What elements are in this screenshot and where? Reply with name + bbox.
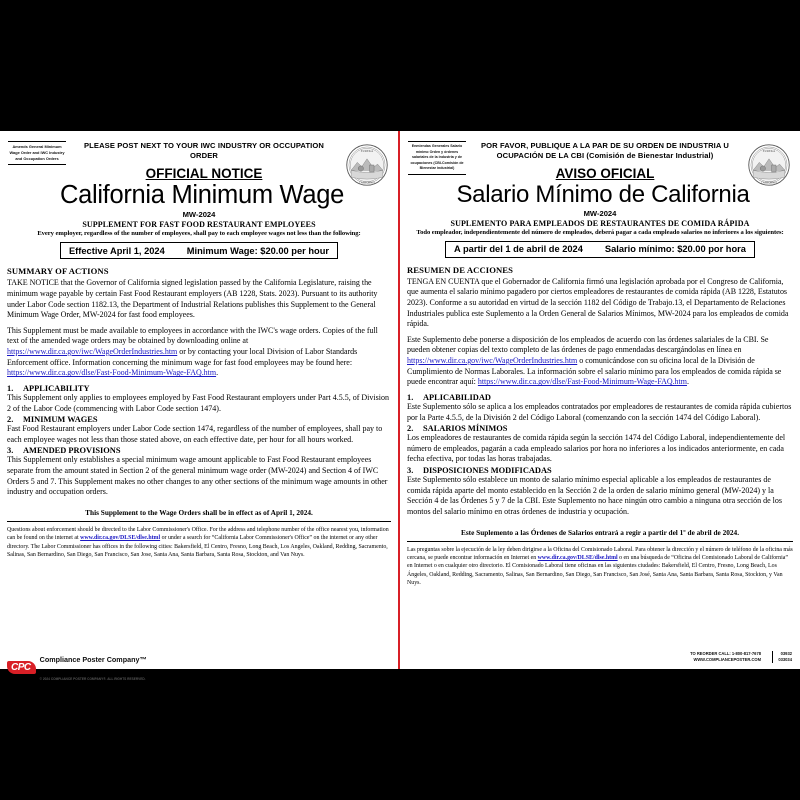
summary-p2-text-a-en: This Supplement must be made available to employees in accordance with the IWC's wage orders. Copies of the full text of the amended wage orders may be obtained by downloading online at [7,325,378,346]
post-instruction-en: PLEASE POST NEXT TO YOUR IWC INDUSTRY OR OCCUPATION ORDER [84,141,324,161]
mw-code-es: MW-2024 [583,208,617,218]
effective-statement-en: This Supplement to the Wage Orders shall be in effect as of April 1, 2024. [85,507,313,517]
summary-paragraph-1-es: TENGA EN CUENTA que el Gobernador de California firmó una legislación aprobada por el Congreso de California, que aumenta el salario mínimo pagadero por ciertos empleadores de restaurantes de comida rápida (AB 1228, Estatutos 2023). Conforme a su autoridad en virtud de la sección 1182 del Código de Trabajo.13, el Departamento de Relaciones Industriales publica este Suplemento a la Orden General de Salarios Mínimos, MW-2024 para los empleados de comida rápida. [407,276,789,329]
section-1-number-es: 1. [407,392,414,402]
summary-p2-text-b-es: o comunicándose con su oficina local de la División de Cumplimiento de Normas Laborales. La información sobre el salario mínimo para los empleados de comida rápida se puede encontrar aquí: [407,356,782,387]
summary-p2-text-c-en: . [216,368,219,378]
summary-paragraph-2-en [7,326,391,379]
fast-food-faq-link-en[interactable]: https://www.dir.ca.gov/dlse/Fast-Food-Minimum-Wage-FAQ.htm [7,368,217,378]
effective-statement-es: Este Suplemento a las Órdenes de Salarios entrará a regir a partir del 1º de abril de 2024. [460,527,740,537]
section-1-number-en: 1. [7,383,14,393]
reorder-website: WWW.COMPLIANCEPOSTER.COM [693,657,761,663]
section-2-number-es: 2. [407,424,414,434]
fine-text-b-es: o en una búsqueda de “Oficina del Comisionado Laboral de California” en Internet o en cualquier otro directorio. El Comisionado Laboral tiene oficinas en las siguientes ciudades: Bakersfield, El Centro, Fresno, Long Beach, Los Ángeles, Oakland, Redding, Sacramento, Salinas, San Bernardino, San Diego, San Francisco, San José, Santa Ana, Santa Barbara, Santa Rosa, Stockton, y Van Nuys. [407,554,788,587]
cpc-company-name: Compliance Poster Company™ [39,655,147,664]
section-3-number-en: 3. [7,446,14,456]
supplement-line-es: SUPLEMENTO PARA EMPLEADOS DE RESTAURANTES DE COMIDA RÁPIDA [450,218,750,228]
section-3-title-en: AMENDED PROVISIONS [23,446,121,456]
section-1-title-en: APPLICABILITY [23,383,90,393]
fine-text-b-en: or under a search for “California Labor Commissioner's Office” on the internet or any other directory. The Labor Commissioner has offices in the following cities: Bakersfield, El Centro, Fresno, Long Beach, Los Angeles, Oakland, Redding, Sacramento, Salinas, San Bernardino, San Diego, San Francisco, San Jose, Santa Ana, Santa Barbara, Santa Rosa, Stockton, and Van Nuys. [7,535,388,559]
section-1-title-es: APLICABILIDAD [423,392,491,402]
section-2-title-en: MINIMUM WAGES [23,415,98,425]
svg-text:CALIFORNIA: CALIFORNIA [761,181,777,185]
wage-amount-es: Salario mínimo: $20.00 por hora [604,244,746,255]
section-1-heading-en [7,384,391,393]
section-2-text-en: Fast Food Restaurant employers under Labor Code section 1474, regardless of the number of employees, shall pay to each employee wages not less than those stated above, on each effective date, per hour for all hours worked. [7,424,383,444]
section-2-text-es: Los empleadores de restaurantes de comida rápida según la sección 1474 del Código Laboral, independientemente del número de empleados, pagarán a cada empleado salarios por hora no inferiores a los indicados anteriormente, en cada fecha efectiva, por todas las horas trabajadas. [407,433,786,464]
official-notice-heading-en: OFFICIAL NOTICE [145,165,263,181]
official-notice-heading-es: AVISO OFICIAL [555,165,655,181]
summary-p2-text-a-es: Este Suplemento debe ponerse a disposición de los empleados de acuerdo con las órdenes salariales de la CBI. Se pueden obtener copias del texto completo de las órdenes de pago enmendadas descargándolas en línea en [407,334,769,355]
svg-text:CALIFORNIA: CALIFORNIA [359,181,375,185]
california-state-seal-icon-es [747,143,791,187]
section-1-text-es: Este Suplemento sólo se aplica a los empleados contratados por empleadores de restaurantes de comida rápida cubiertos por la Parte 4.5.5, de la División 2 del Código Laboral (comenzando con la sección 1474 del Código Laboral). [407,401,792,422]
wage-box-es [445,241,755,258]
summary-title-es: RESUMEN DE ACCIONES [407,264,513,275]
wage-effective-date-es: A partir del 1 de abril de 2024 [454,244,583,255]
wage-box-wrap-en [7,242,391,259]
amends-sidenote-en: Amends General Minimum Wage Order and IWC Industry and Occupation Orders [8,141,66,165]
poster-document [0,131,800,681]
panel-english [0,131,400,681]
every-employer-line-en: Every employer, regardless of the number of employees, shall pay to each employee wages not less than the following: [37,230,361,238]
panel-spanish [400,131,800,669]
section-3-text-en: This Supplement only establishes a special minimum wage amount applicable to Fast Food Restaurant employees separate from the amount stated in Section 2 of the general minimum wage order (MW-2024) and Section 4 of IWC Orders 5 and 7. This Supplement makes no other changes to any other sections of the minimum wage amounts in other industry and occupation orders. [7,455,388,497]
wage-box-wrap-es [407,241,793,258]
product-code-2: 033034 [778,657,792,663]
product-code-1: 03932 [780,651,792,657]
header-spanish [407,139,793,236]
section-3-title-es: DISPOSICIONES MODIFICADAS [423,466,552,476]
page-title-es: Salario Mínimo de California [456,180,750,208]
every-employer-line-es: Todo empleador, independientemente del número de empleados, deberá pagar a cada empleado salarios no inferiores a los siguientes: [416,228,784,236]
wage-amount-en: Minimum Wage: $20.00 per hour [186,245,330,256]
mw-code-en: MW-2024 [182,210,216,220]
supplement-line-en: SUPPLEMENT FOR FAST FOOD RESTAURANT EMPLOYEES [82,220,316,230]
wage-effective-date-en: Effective April 1, 2024 [68,245,165,256]
svg-text:EUREKA: EUREKA [762,148,776,153]
reorder-info [690,651,761,663]
wage-box-en [60,242,338,259]
section-3-heading-en [7,446,391,455]
product-codes [772,651,792,663]
compliance-poster-logo [7,649,391,685]
section-2-heading-es [407,424,793,433]
cpc-copyright: © 2024 COMPLIANCE POSTER COMPANY®. ALL RIGHTS RESERVED. [39,677,146,681]
footer-divider-es [407,541,793,542]
summary-paragraph-2-es [407,335,793,388]
section-3-number-es: 3. [407,466,414,476]
cpc-logo-mark: CPC [7,661,36,674]
cpc-logo-text-block [40,649,147,685]
section-1-text-en: This Supplement only applies to employees employed by Fast Food Restaurant employers under Part 4.5.5, of Division 2 of the Labor Code (commencing with Labor Code section 1474). [7,392,389,413]
footer-english [7,645,391,681]
summary-p2-text-b-en: or by contacting your local Division of Labor Standards Enforcement office. Information concerning the minimum wage for fast food employees may be found here: [7,347,358,367]
fine-text-a-en: Questions about enforcement should be directed to the Labor Commissioner's Office. For the address and telephone number of the office nearest you, information can be found on the internet at [7,526,389,542]
reorder-phone: TO REORDER CALL: 1-800-817-7678 [690,651,761,657]
svg-text:EUREKA: EUREKA [360,148,374,153]
footer-divider-en [7,521,391,522]
footer-spanish [407,645,793,665]
section-3-heading-es [407,466,793,475]
section-2-heading-en [7,415,391,424]
fine-text-a-es: Las preguntas sobre la ejecución de la ley deben dirigirse a la Oficina del Comisionado Laboral. Para obtener la dirección y el número de teléfono de la oficina más cercana, se puede encontrar información en Internet en [407,546,793,561]
wage-order-industries-link-es[interactable]: https://www.dir.ca.gov/iwc/WageOrderIndustries.htm [407,356,578,366]
summary-title-en: SUMMARY OF ACTIONS [7,266,109,277]
section-2-number-en: 2. [7,415,14,425]
dlse-link-en[interactable]: www.dir.ca.gov/DLSE/dlse.html [80,535,161,542]
fast-food-faq-link-es[interactable]: https://www.dir.ca.gov/dlse/Fast-Food-Minimum-Wage-FAQ.htm [477,377,687,387]
summary-p2-text-c-es: . [686,377,689,387]
section-2-title-es: SALARIOS MÍNIMOS [423,424,508,434]
post-instruction-es: POR FAVOR, PUBLIQUE A LA PAR DE SU ORDEN DE INDUSTRIA U OCUPACIÓN DE LA CBI (Comisión de Bienestar Industrial) [481,141,729,161]
page-title-en: California Minimum Wage [59,180,345,209]
california-state-seal-icon [345,143,389,187]
fine-print-es [407,546,793,588]
body-english [7,266,391,645]
dlse-link-es[interactable]: www.dir.ca.gov/DLSE/dlse.html [537,554,618,561]
summary-paragraph-1-en: TAKE NOTICE that the Governor of California signed legislation passed by the California Legislature, raising the minimum wage payable by certain Fast Food Restaurant employers (AB 1228, Stats. 2023). Pursuant to its authority under Labor Code section 1182.13, the Department of Industrial Relations publishes this Supplement to the General Minimum Wage Order, MW-2024 for fast food employees. [7,278,378,320]
body-spanish [407,265,793,645]
wage-order-industries-link-en[interactable]: https://www.dir.ca.gov/iwc/WageOrderIndustries.htm [7,347,178,357]
fine-print-en [7,526,391,560]
section-1-heading-es [407,393,793,402]
amends-sidenote-es: Enmiendas Generales Salario mínimo Orden y órdenes salariales de la industria y de ocupaciones (CBI-Comisión de Bienestar industrial) [408,141,466,175]
section-3-text-es: Este Suplemento sólo establece un monto de salario mínimo especial aplicable a los empleados de restaurantes de comida rápida aparte del monto establecido en la Sección 2 de la orden de salario mínimo general (MW-2024) y la Sección 4 de las Órdenes 5 y 7 de la CBI. Este Suplemento no hace ningún otro cambio a ninguna otra sección de los montos del salario mínimo en otras órdenes de industria y ocupación. [407,475,783,516]
header-english [7,139,391,237]
